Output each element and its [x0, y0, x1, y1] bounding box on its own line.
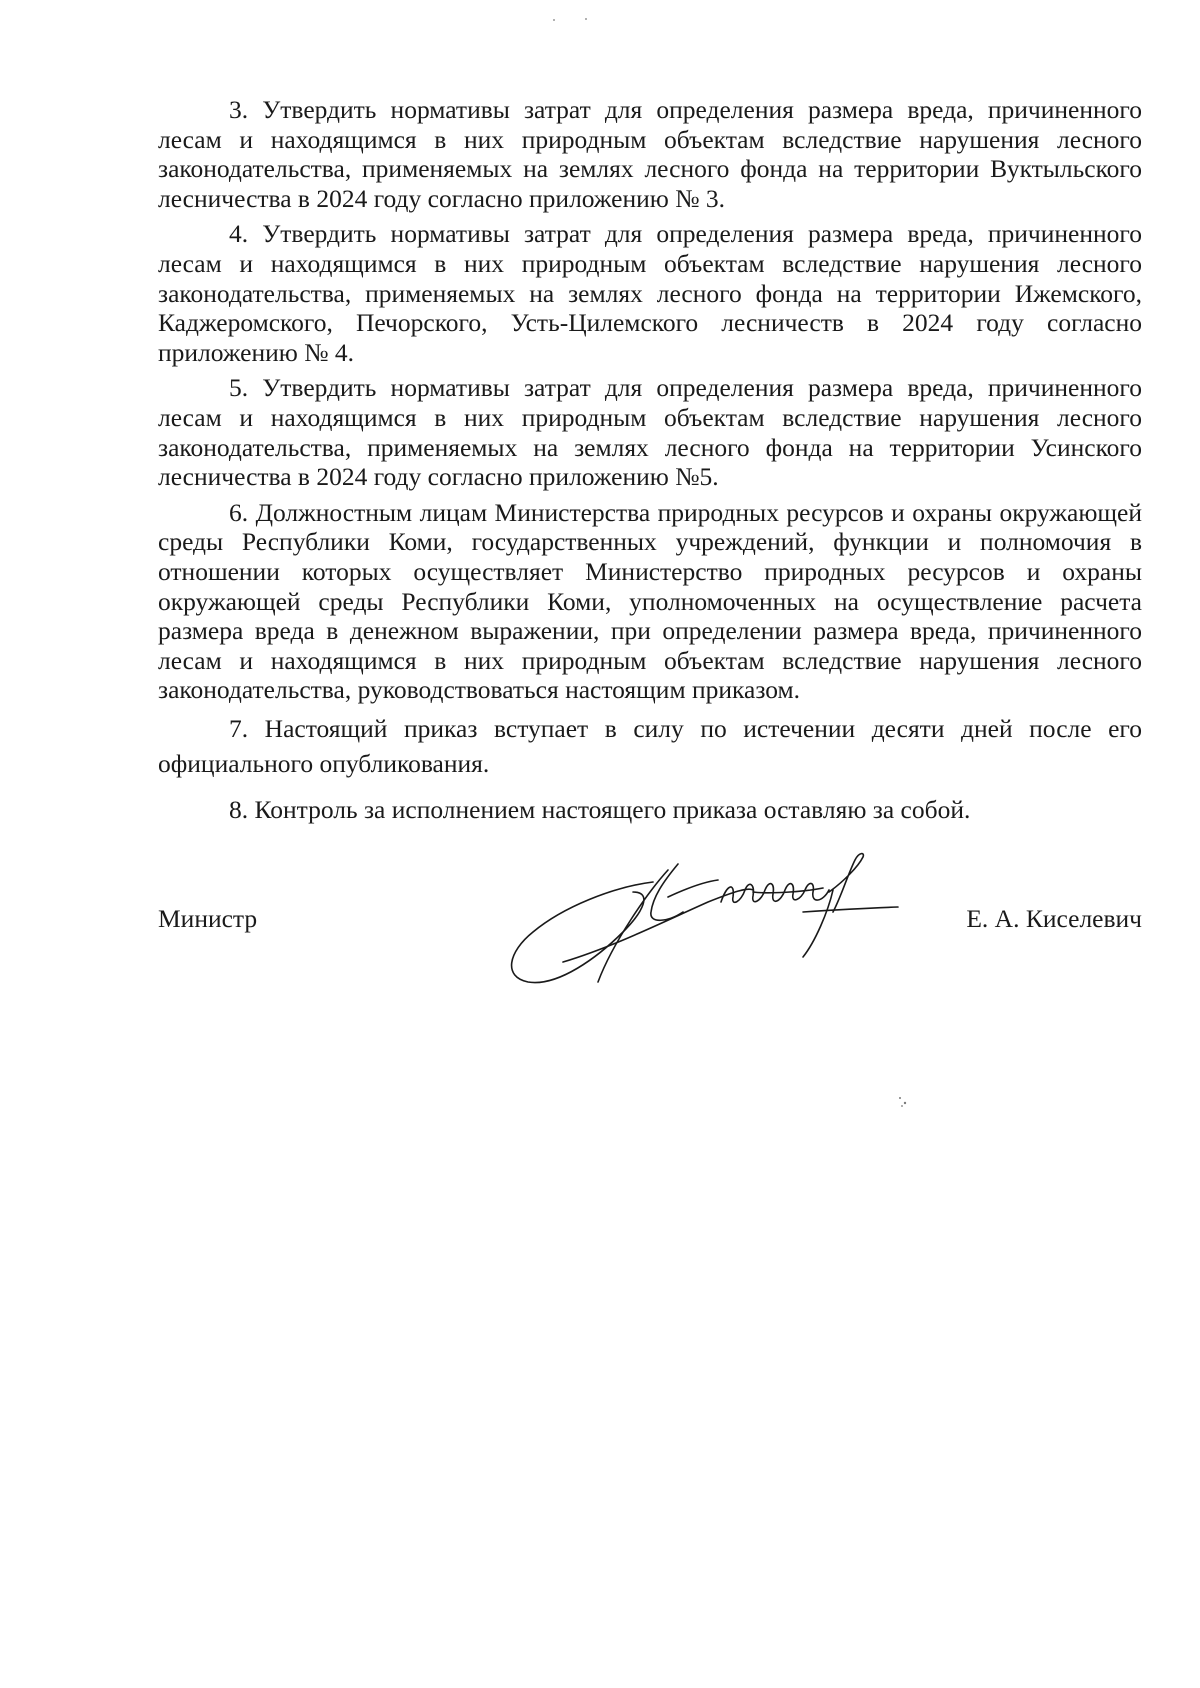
- signatory-position: Министр: [158, 904, 258, 933]
- signature-block: [158, 860, 1142, 1010]
- clause-7: 7. Настоящий приказ вступает в силу по истечении десяти дней после его официального опубликования.: [158, 713, 1142, 778]
- clause-4: 4. Утвердить нормативы затрат для определения размера вреда, причиненного лесам и находящимся в них природным объектам вследствие нарушения лесного законодательства, применяемых на землях лесного фонда на территории Ижемского, Каджеромского, Печорского, Усть-Цилемского лесничеств в 2024 году согласно приложению № 4.: [158, 219, 1142, 367]
- signatory-name: Е. А. Киселевич: [966, 904, 1142, 933]
- clause-3: 3. Утвердить нормативы затрат для определения размера вреда, причиненного лесам и находящимся в них природным объектам вследствие нарушения лесного законодательства, применяемых на землях лесного фонда на территории Вуктыльского лесничества в 2024 году согласно приложению № 3.: [158, 95, 1142, 213]
- clause-6: 6. Должностным лицам Министерства природных ресурсов и охраны окружающей среды Республики Коми, государственных учреждений, функции и полномочия в отношении которых осуществляет Министерство природных ресурсов и охраны окружающей среды Республики Коми, уполномоченных на осуществление расчета размера вреда в денежном выражении, при определении размера вреда, причиненного лесам и находящимся в них природным объектам вследствие нарушения лесного законодательства, руководствоваться настоящим приказом.: [158, 497, 1142, 705]
- scan-speck: [550, 14, 590, 26]
- handwritten-signature: [503, 852, 923, 1002]
- clause-8: 8. Контроль за исполнением настоящего приказа оставляю за собой.: [229, 794, 971, 824]
- scan-speck: [896, 1094, 912, 1110]
- order-body: [158, 95, 1142, 824]
- clause-5: 5. Утвердить нормативы затрат для определения размера вреда, причиненного лесам и находящимся в них природным объектам вследствие нарушения лесного законодательства, применяемых на землях лесного фонда на территории Усинского лесничества в 2024 году согласно приложению №5.: [158, 373, 1142, 492]
